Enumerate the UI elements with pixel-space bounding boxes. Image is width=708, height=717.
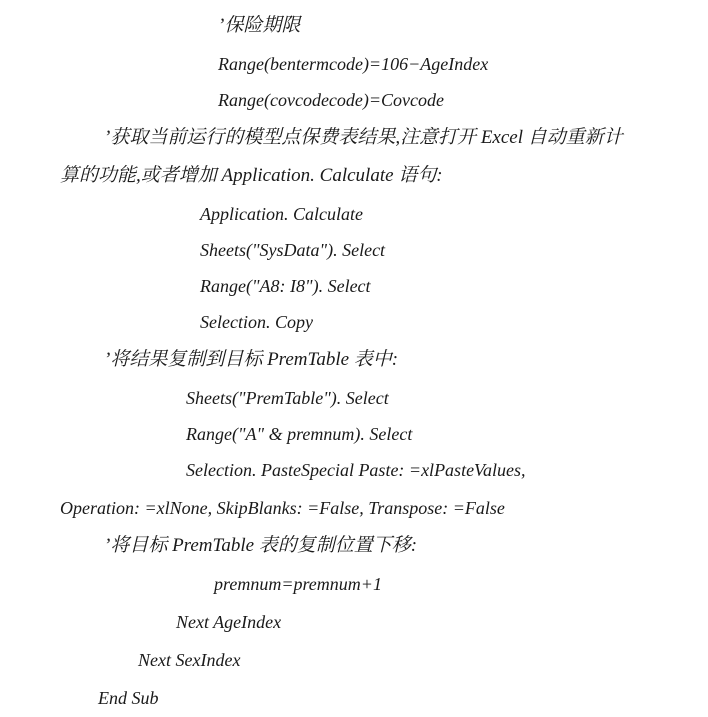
code-line: End Sub	[98, 688, 159, 708]
comment-move-copy-position: ’将目标 PremTable 表的复制位置下移:	[104, 535, 418, 556]
code-line: Selection. Copy	[200, 312, 313, 332]
code-line: premnum=premnum+1	[214, 574, 382, 594]
code-line: Sheets("PremTable"). Select	[186, 388, 389, 408]
code-line: Application. Calculate	[200, 204, 363, 224]
comment-insurance-term: ’保险期限	[218, 15, 301, 36]
code-line: Range("A8: I8"). Select	[200, 276, 371, 296]
code-line: Selection. PasteSpecial Paste: =xlPasteValues,	[186, 460, 526, 480]
code-line: Range("A" & premnum). Select	[186, 424, 413, 444]
comment-copy-to-premtable: ’将结果复制到目标 PremTable 表中:	[104, 349, 399, 370]
code-line: Sheets("SysData"). Select	[200, 240, 386, 260]
code-line: Range(covcodecode)=Covcode	[218, 90, 445, 110]
comment-get-premium-result: ’获取当前运行的模型点保费表结果,注意打开 Excel 自动重新计	[104, 127, 623, 148]
code-line: Range(bentermcode)=106−AgeIndex	[218, 54, 489, 74]
code-line: Operation: =xlNone, SkipBlanks: =False, Transpose: =False	[60, 498, 505, 518]
code-line: Next SexIndex	[138, 650, 241, 670]
comment-continuation: 算的功能,或者增加 Application. Calculate 语句:	[60, 165, 443, 186]
code-line: Next AgeIndex	[176, 612, 282, 632]
